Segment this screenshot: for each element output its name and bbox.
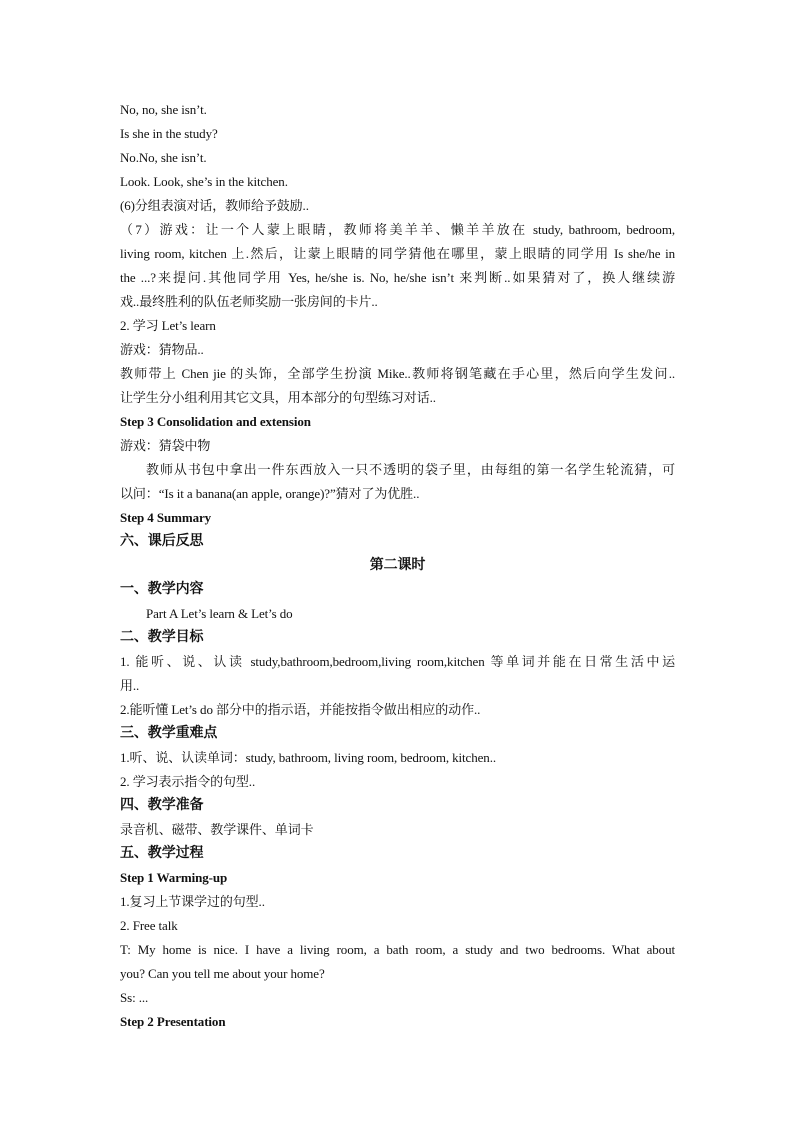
paragraph-line: living room, kitchen 上.然后，让蒙上眼睛的同学猜他在哪里，蒙上眼睛的同学用 Is she/he in [120,246,675,261]
paragraph-line: 2. Free talk [120,918,178,933]
dialogue-line: Look. Look, she’s in the kitchen. [120,174,288,189]
section-heading: 五、教学过程 [120,846,204,861]
lesson-title: 第二课时 [369,558,426,573]
paragraph-line: Ss: ... [120,990,149,1005]
paragraph-line: 1. 能听、说、认读 study,bathroom,bedroom,living room,kitchen 等单词并能在日常生活中运 [120,654,675,669]
paragraph-line: 1.复习上节课学过的句型.. [120,894,265,909]
paragraph-line: 游戏：猜物品.. [120,342,204,357]
paragraph-line: 2. 学习 Let’s learn [120,318,216,333]
paragraph-line: the ...?来提问.其他同学用 Yes, he/she is. No, he/she isn’t 来判断..如果猜对了，换人继续游 [120,270,675,285]
section-heading: 六、课后反思 [120,534,204,549]
step-heading: Step 1 Warming-up [120,870,228,885]
paragraph-line: 录音机、磁带、教学课件、单词卡 [120,822,314,837]
paragraph-line: 1.听、说、认读单词：study, bathroom, living room, bedroom, kitchen.. [120,750,497,765]
dialogue-line: No.No, she isn’t. [120,150,207,165]
paragraph-line: you? Can you tell me about your home? [120,966,325,981]
paragraph-line: （7）游戏：让一个人蒙上眼睛，教师将美羊羊、懒羊羊放在 study, bathroom, bedroom, [120,222,675,237]
paragraph-line: T: My home is nice. I have a living room, a bath room, a study and two bedrooms. What about [120,942,675,957]
paragraph-line: 用.. [120,678,140,693]
section-heading: 三、教学重难点 [120,726,218,741]
paragraph-line: 以问：“Is it a banana(an apple, orange)?”猜对了为优胜.. [120,486,420,501]
step-heading: Step 2 Presentation [120,1014,226,1029]
section-heading: 一、教学内容 [120,582,204,597]
paragraph-line: 2. 学习表示指令的句型.. [120,774,256,789]
paragraph-line: 戏..最终胜利的队伍老师奖励一张房间的卡片.. [120,294,378,309]
section-heading: 二、教学目标 [120,630,204,645]
paragraph-line: 教师从书包中拿出一件东西放入一只不透明的袋子里，由每组的第一名学生轮流猜，可 [146,462,675,477]
step-heading: Step 4 Summary [120,510,212,525]
section-heading: 四、教学准备 [120,798,204,813]
paragraph-line: (6)分组表演对话，教师给予鼓励.. [120,198,309,213]
paragraph-line: Part A Let’s learn & Let’s do [146,606,293,621]
paragraph-line: 2.能听懂 Let’s do 部分中的指示语，并能按指令做出相应的动作.. [120,702,481,717]
paragraph-line: 游戏：猜袋中物 [120,438,211,453]
dialogue-line: No, no, she isn’t. [120,102,207,117]
dialogue-line: Is she in the study? [120,126,218,141]
document-body [120,98,675,1034]
step-heading: Step 3 Consolidation and extension [120,414,311,429]
paragraph-line: 让学生分小组利用其它文具，用本部分的句型练习对话.. [120,390,436,405]
paragraph-line: 教师带上 Chen jie 的头饰，全部学生扮演 Mike..教师将钢笔藏在手心里，然后向学生发问.. [120,366,675,381]
